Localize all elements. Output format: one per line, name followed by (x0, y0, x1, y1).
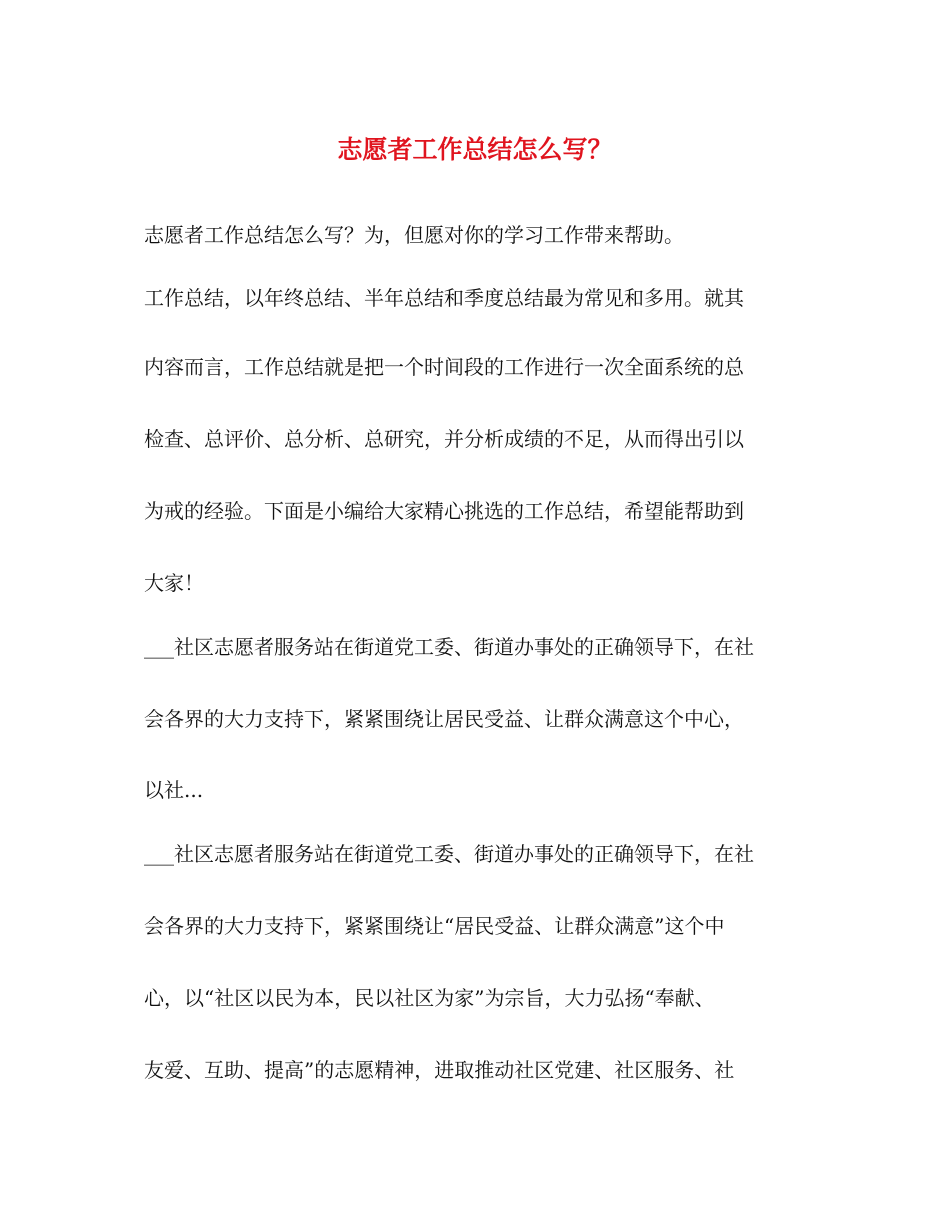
paragraph-line: ___社区志愿者服务站在街道党工委、街道办事处的正确领导下，在社 (144, 842, 754, 866)
paragraph-line: 友爱、互助、提高”的志愿精神，进取推动社区党建、社区服务、社 (144, 1058, 735, 1082)
paragraph-line: 会各界的大力支持下，紧紧围绕让“居民受益、让群众满意”这个中 (144, 914, 725, 938)
paragraph-line: 心，以“社区以民为本，民以社区为家”为宗旨，大力弘扬“奉献、 (144, 986, 715, 1010)
document-title: 志愿者工作总结怎么写？ (337, 135, 613, 164)
paragraph-line: ___社区志愿者服务站在街道党工委、街道办事处的正确领导下，在社 (144, 635, 754, 659)
paragraph-line: 内容而言，工作总结就是把一个时间段的工作进行一次全面系统的总 (144, 355, 744, 379)
paragraph-line: 为戒的经验。下面是小编给大家精心挑选的工作总结，希望能帮助到 (144, 499, 744, 523)
paragraph-line: 会各界的大力支持下，紧紧围绕让居民受益、让群众满意这个中心， (144, 707, 744, 731)
paragraph-line: 检查、总评价、总分析、总研究，并分析成绩的不足，从而得出引以 (144, 427, 744, 451)
paragraph-line: 以社... (144, 778, 204, 802)
intro-line: 志愿者工作总结怎么写？为，但愿对你的学习工作带来帮助。 (144, 223, 684, 247)
paragraph-line: 大家！ (144, 571, 204, 595)
paragraph-line: 工作总结，以年终总结、半年总结和季度总结最为常见和多用。就其 (144, 286, 744, 310)
